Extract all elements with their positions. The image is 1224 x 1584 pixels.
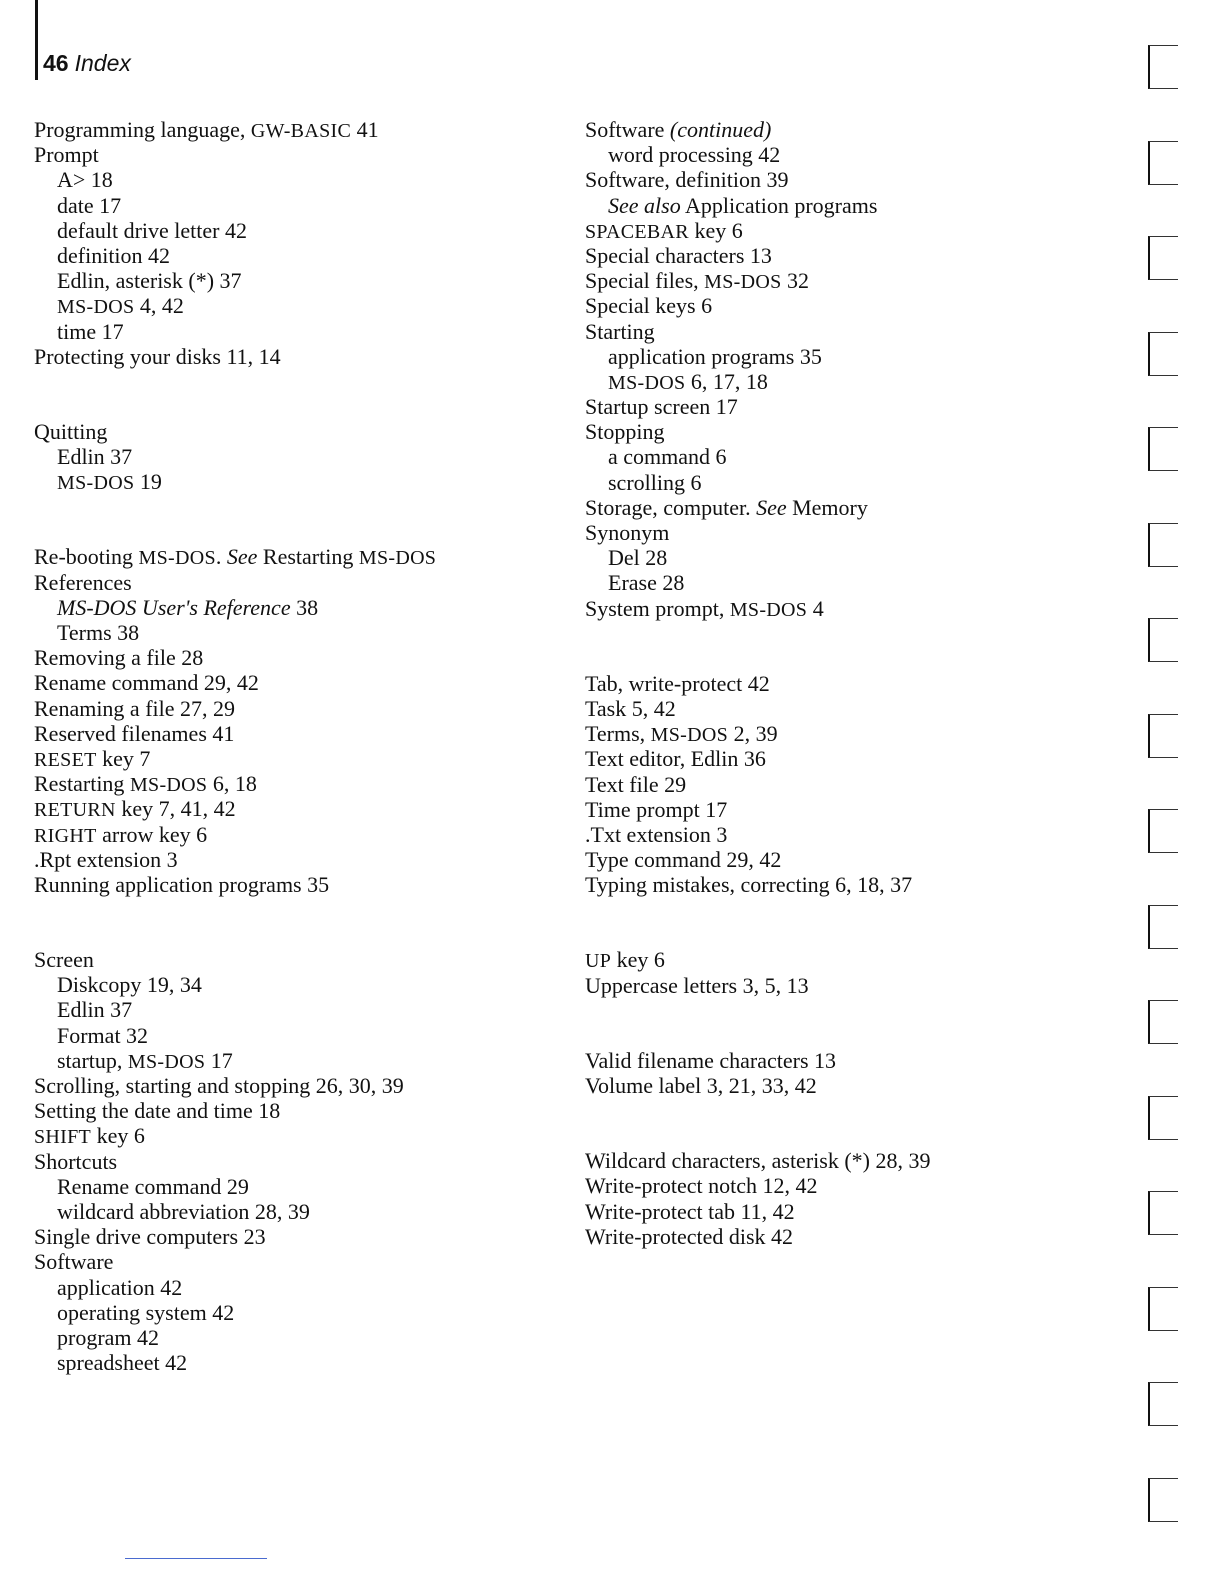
entry-text: Edlin 37: [57, 997, 133, 1023]
entry-text: scrolling 6: [608, 469, 702, 495]
entry-text: Edlin 37: [57, 444, 133, 470]
entry-text: MS-DOS: [127, 1050, 206, 1073]
index-entry: [34, 544, 554, 569]
index-entry: [585, 520, 1105, 545]
entry-text: wildcard abbreviation 28, 39: [57, 1198, 310, 1224]
entry-text: MS-DOS: [650, 724, 729, 747]
entry-text: Rename command 29, 42: [34, 670, 259, 696]
index-entry: [585, 293, 1105, 318]
entry-text: RIGHT: [34, 824, 97, 847]
entry-text: Write-protected disk 42: [585, 1223, 794, 1249]
entry-text: Prompt: [34, 142, 99, 168]
entry-text: key 7: [96, 745, 151, 771]
index-entry: [34, 142, 554, 167]
entry-text: Protecting your disks 11, 14: [34, 343, 281, 369]
index-entry: [34, 1224, 554, 1249]
entry-text: application 42: [57, 1274, 183, 1300]
index-subentry: [585, 193, 1105, 218]
index-subentry: [585, 142, 1105, 167]
index-entry: [585, 1224, 1105, 1249]
entry-text: GW-BASIC: [250, 120, 352, 142]
entry-text: time 17: [57, 318, 124, 344]
entry-text: See: [756, 494, 787, 520]
index-entry: [585, 167, 1105, 192]
index-subentry: [34, 444, 554, 469]
entry-text: Restarting: [34, 771, 130, 797]
index-subentry: [585, 545, 1105, 570]
entry-text: MS-DOS User's Reference: [57, 594, 291, 620]
entry-text: startup,: [57, 1047, 128, 1073]
entry-text: key 7, 41, 42: [115, 796, 236, 822]
index-entry: [585, 419, 1105, 444]
page-header: [43, 50, 131, 77]
entry-text: Re-booting: [34, 544, 139, 570]
index-subentry: [34, 268, 554, 293]
index-entry: [34, 117, 554, 142]
entry-text: Stopping: [585, 419, 665, 445]
entry-text: Screen: [34, 947, 94, 973]
index-subentry: [34, 972, 554, 997]
index-subentry: [34, 1174, 554, 1199]
entry-text: .Rpt extension 3: [34, 846, 178, 872]
index-subentry: [34, 167, 554, 192]
entry-text: RETURN: [34, 799, 116, 822]
entry-text: Startup screen 17: [585, 394, 738, 420]
entry-text: a command 6: [608, 444, 727, 470]
index-entry: [34, 746, 554, 771]
index-entry: [585, 1199, 1105, 1224]
entry-text: spreadsheet 42: [57, 1350, 188, 1376]
entry-text: References: [34, 569, 132, 595]
entry-text: key 6: [611, 947, 665, 973]
index-entry: [34, 847, 554, 872]
index-entry: [585, 394, 1105, 419]
entry-text: 6, 17, 18: [685, 368, 768, 394]
group-gap: [585, 1098, 1105, 1148]
entry-text: Application programs: [680, 192, 878, 218]
index-entry: [585, 1073, 1105, 1098]
entry-text: A> 18: [57, 167, 113, 193]
index-entry: [585, 847, 1105, 872]
entry-text: date 17: [57, 192, 122, 218]
index-entry: [34, 1073, 554, 1098]
entry-text: See: [226, 544, 258, 570]
entry-text: UP: [585, 950, 612, 973]
entry-text: Programming language,: [34, 117, 251, 142]
entry-text: Quitting: [34, 418, 108, 444]
index-entry: [34, 1098, 554, 1123]
index-tab-bracket: [1148, 809, 1178, 853]
entry-text: MS-DOS: [608, 371, 686, 394]
index-entry: [34, 419, 554, 444]
index-subentry: [34, 595, 554, 620]
entry-text: Synonym: [585, 520, 670, 545]
entry-text: Type command 29, 42: [585, 847, 782, 873]
entry-text: .: [215, 544, 227, 570]
entry-text: Text editor, Edlin 36: [585, 746, 766, 772]
entry-text: MS-DOS: [358, 547, 437, 570]
index-subentry: [34, 1300, 554, 1325]
entry-text: Terms 38: [57, 620, 140, 645]
entry-text: default drive letter 42: [57, 217, 247, 243]
entry-text: Memory: [786, 494, 868, 520]
index-subentry: [585, 570, 1105, 595]
entry-text: Wildcard characters, asterisk (*) 28, 39: [585, 1148, 931, 1174]
index-tab-bracket: [1148, 1191, 1178, 1235]
entry-text: 32: [781, 268, 810, 294]
entry-text: Special files,: [585, 268, 705, 294]
index-subentry: [34, 1275, 554, 1300]
entry-text: 19: [134, 469, 162, 495]
index-subentry: [34, 218, 554, 243]
index-entry: [585, 947, 1105, 972]
index-entry: [585, 696, 1105, 721]
index-tab-bracket: [1148, 1096, 1178, 1140]
index-tab-bracket: [1148, 1382, 1178, 1426]
entry-text: 17: [205, 1047, 233, 1073]
entry-text: Software, definition 39: [585, 167, 789, 193]
entry-text: (continued): [669, 117, 772, 142]
index-entry: [585, 117, 1105, 142]
entry-text: word processing 42: [608, 142, 781, 168]
entry-text: Reserved filenames 41: [34, 720, 235, 746]
index-subentry: [34, 1199, 554, 1224]
group-gap: [585, 998, 1105, 1048]
index-entry: [34, 796, 554, 821]
index-entry: [585, 243, 1105, 268]
footer-line: [125, 1558, 267, 1559]
index-subentry: [585, 444, 1105, 469]
index-entry: [585, 319, 1105, 344]
index-entry: [34, 1249, 554, 1274]
index-entry: [34, 721, 554, 746]
index-column-right: [585, 117, 1105, 1249]
entry-text: Software: [585, 117, 670, 142]
index-entry: [585, 671, 1105, 696]
index-entry: [34, 1123, 554, 1148]
index-tab-bracket: [1148, 1000, 1178, 1044]
entry-text: Diskcopy 19, 34: [57, 972, 202, 998]
index-subentry: [34, 1023, 554, 1048]
index-tab-bracket: [1148, 618, 1178, 662]
entry-text: Uppercase letters 3, 5, 13: [585, 972, 809, 998]
entry-text: See also: [608, 192, 681, 218]
index-column-left: [34, 117, 554, 1375]
index-tab-bracket: [1148, 332, 1178, 376]
entry-text: Erase 28: [608, 570, 685, 596]
index-subentry: [34, 1048, 554, 1073]
group-gap: [34, 369, 554, 419]
entry-text: 4: [807, 595, 824, 621]
entry-text: Typing mistakes, correcting 6, 18, 37: [585, 872, 913, 898]
entry-text: SHIFT: [34, 1126, 92, 1149]
index-entry: [585, 721, 1105, 746]
index-tab-bracket: [1148, 1478, 1178, 1522]
index-entry: [34, 570, 554, 595]
entry-text: Write-protect tab 11, 42: [585, 1198, 795, 1224]
entry-text: Special characters 13: [585, 242, 772, 268]
entry-text: Valid filename characters 13: [585, 1047, 837, 1073]
index-subentry: [34, 1325, 554, 1350]
entry-text: 2, 39: [728, 721, 778, 747]
index-tab-bracket: [1148, 1287, 1178, 1331]
index-subentry: [34, 469, 554, 494]
group-gap: [34, 897, 554, 947]
entry-text: Rename command 29: [57, 1173, 249, 1199]
index-entry: [34, 771, 554, 796]
entry-text: RESET: [34, 748, 97, 771]
index-tab-bracket: [1148, 523, 1178, 567]
entry-text: SPACEBAR: [585, 220, 689, 243]
entry-text: Format 32: [57, 1022, 149, 1048]
entry-text: Storage, computer.: [585, 494, 757, 520]
page-title: Index: [74, 50, 131, 76]
index-entry: [585, 596, 1105, 621]
entry-text: definition 42: [57, 242, 171, 268]
entry-text: MS-DOS: [57, 296, 135, 319]
entry-text: MS-DOS: [57, 472, 135, 495]
entry-text: Running application programs 35: [34, 871, 330, 897]
index-tab-bracket: [1148, 905, 1178, 949]
index-entry: [585, 822, 1105, 847]
entry-text: Volume label 3, 21, 33, 42: [585, 1073, 817, 1098]
entry-text: Removing a file 28: [34, 645, 204, 671]
index-entry: [585, 973, 1105, 998]
entry-text: .Txt extension 3: [585, 821, 728, 847]
entry-text: Scrolling, starting and stopping 26, 30, 39: [34, 1073, 404, 1098]
page-number: 46: [43, 50, 69, 76]
index-subentry: [34, 1350, 554, 1375]
entry-text: MS-DOS: [704, 271, 782, 294]
index-entry: [585, 1048, 1105, 1073]
index-subentry: [585, 344, 1105, 369]
index-entry: [585, 268, 1105, 293]
entry-text: System prompt,: [585, 595, 730, 621]
index-entry: [585, 797, 1105, 822]
index-subentry: [34, 243, 554, 268]
entry-text: 41: [351, 117, 379, 142]
index-entry: [34, 872, 554, 897]
group-gap: [585, 897, 1105, 947]
entry-text: Write-protect notch 12, 42: [585, 1173, 818, 1199]
index-subentry: [34, 319, 554, 344]
entry-text: Del 28: [608, 545, 668, 571]
index-entry: [585, 218, 1105, 243]
index-entry: [34, 822, 554, 847]
entry-text: key 6: [688, 217, 743, 243]
index-entry: [34, 344, 554, 369]
index-entry: [585, 872, 1105, 897]
entry-text: application programs 35: [608, 343, 822, 369]
entry-text: Text file 29: [585, 771, 687, 797]
index-entry: [34, 1149, 554, 1174]
index-entry: [585, 772, 1105, 797]
entry-text: Restarting: [257, 544, 359, 570]
entry-text: 38: [290, 594, 319, 620]
entry-text: MS-DOS: [729, 598, 808, 621]
index-entry: [34, 670, 554, 695]
index-subentry: [34, 293, 554, 318]
entry-text: Terms,: [585, 721, 651, 747]
entry-text: Edlin, asterisk (*) 37: [57, 268, 242, 294]
index-entry: [34, 947, 554, 972]
index-entry: [585, 1148, 1105, 1173]
index-entry: [585, 495, 1105, 520]
entry-text: Special keys 6: [585, 293, 713, 319]
index-tab-bracket: [1148, 236, 1178, 280]
entry-text: program 42: [57, 1324, 160, 1350]
entry-text: MS-DOS: [138, 547, 216, 570]
entry-text: Tab, write-protect 42: [585, 670, 770, 696]
entry-text: MS-DOS: [129, 774, 208, 797]
index-tab-bracket: [1148, 427, 1178, 471]
entry-text: Setting the date and time 18: [34, 1098, 281, 1124]
entry-text: Shortcuts: [34, 1148, 118, 1174]
index-entry: [34, 696, 554, 721]
index-entry: [585, 1173, 1105, 1198]
entry-text: Time prompt 17: [585, 796, 728, 822]
group-gap: [34, 494, 554, 544]
index-subentry: [585, 369, 1105, 394]
entry-text: 4, 42: [134, 293, 184, 319]
group-gap: [585, 621, 1105, 671]
entry-text: operating system 42: [57, 1299, 235, 1325]
index-tab-bracket: [1148, 141, 1178, 185]
entry-text: arrow key 6: [96, 821, 208, 847]
index-subentry: [585, 470, 1105, 495]
entry-text: key 6: [91, 1123, 145, 1149]
index-tab-bracket: [1148, 714, 1178, 758]
entry-text: Starting: [585, 318, 655, 344]
index-subentry: [34, 997, 554, 1022]
entry-text: Task 5, 42: [585, 695, 676, 721]
index-tab-bracket: [1148, 45, 1178, 89]
entry-text: 6, 18: [207, 771, 257, 797]
index-entry: [585, 746, 1105, 771]
entry-text: Renaming a file 27, 29: [34, 695, 236, 721]
index-entry: [34, 645, 554, 670]
entry-text: Single drive computers 23: [34, 1224, 266, 1250]
index-subentry: [34, 620, 554, 645]
header-rule: [35, 0, 38, 80]
index-subentry: [34, 193, 554, 218]
entry-text: Software: [34, 1249, 114, 1275]
